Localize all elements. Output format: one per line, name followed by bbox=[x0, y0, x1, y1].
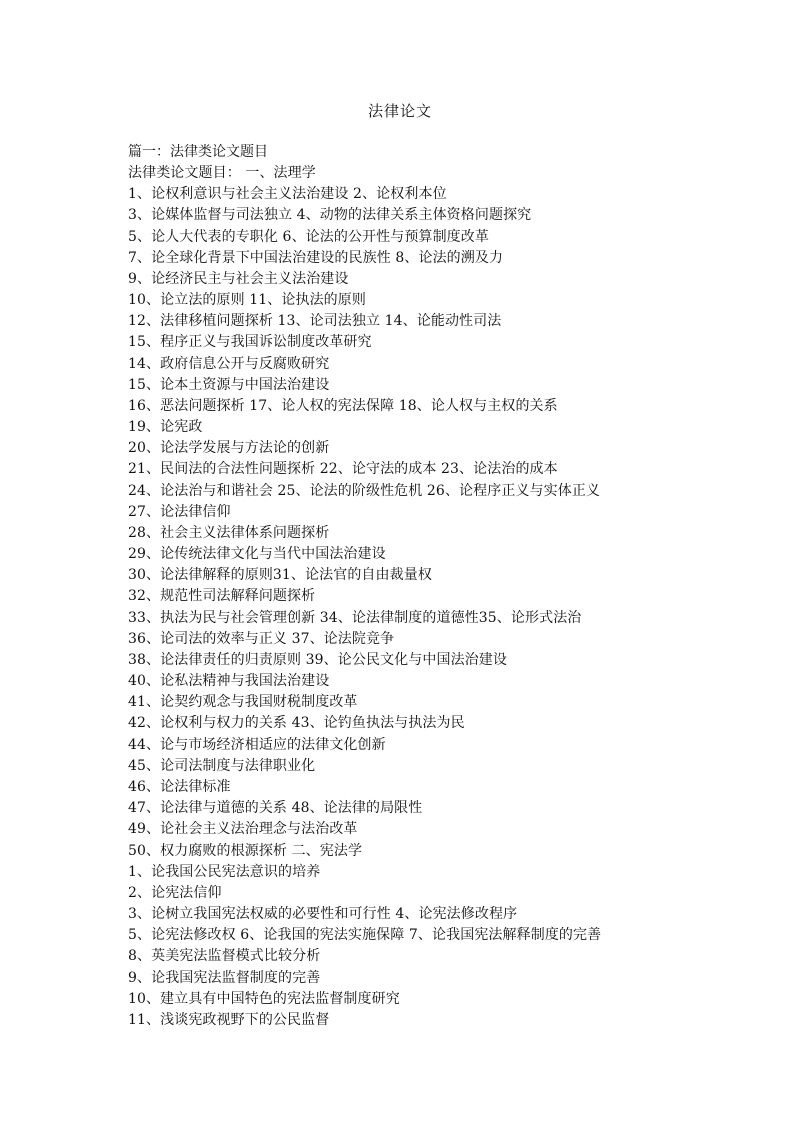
topic-line: 21、民间法的合法性问题探析 22、论守法的成本 23、论法治的成本 bbox=[128, 461, 558, 478]
topic-line: 36、论司法的效率与正义 37、论法院竞争 bbox=[128, 630, 395, 647]
topic-line: 5、论人大代表的专职化 6、论法的公开性与预算制度改革 bbox=[128, 228, 489, 245]
topic-line: 45、论司法制度与法律职业化 bbox=[128, 757, 316, 774]
topic-line: 19、论宪政 bbox=[128, 419, 203, 436]
topic-line: 2、论宪法信仰 bbox=[128, 884, 222, 901]
topic-line: 40、论私法精神与我国法治建设 bbox=[128, 673, 330, 690]
document-title: 法律论文 bbox=[367, 102, 432, 120]
topic-line: 1、论权利意识与社会主义法治建设 2、论权利本位 bbox=[128, 186, 447, 203]
topic-line: 42、论权利与权力的关系 43、论钓鱼执法与执法为民 bbox=[128, 715, 465, 732]
topic-line: 1、论我国公民宪法意识的培养 bbox=[128, 863, 321, 880]
topic-line: 46、论法律标准 bbox=[128, 778, 231, 795]
topic-line: 12、法律移植问题探析 13、论司法独立 14、论能动性司法 bbox=[128, 313, 502, 330]
topic-line: 47、论法律与道德的关系 48、论法律的局限性 bbox=[128, 800, 423, 817]
topic-line: 11、浅谈宪政视野下的公民监督 bbox=[128, 1011, 330, 1028]
topic-line: 16、恶法问题探析 17、论人权的宪法保障 18、论人权与主权的关系 bbox=[128, 397, 558, 414]
topic-line: 法律类论文题目： 一、法理学 bbox=[128, 165, 316, 181]
topic-line: 5、论宪法修改权 6、论我国的宪法实施保障 7、论我国宪法解释制度的完善 bbox=[128, 927, 602, 944]
topic-line: 28、社会主义法律体系问题探析 bbox=[128, 524, 330, 541]
topic-line: 10、论立法的原则 11、论执法的原则 bbox=[128, 292, 366, 309]
topic-line: 27、论法律信仰 bbox=[128, 503, 231, 520]
topic-line: 32、规范性司法解释问题探析 bbox=[128, 588, 316, 605]
topic-line: 49、论社会主义法治理念与法治改革 bbox=[128, 821, 358, 838]
topic-line: 7、论全球化背景下中国法治建设的民族性 8、论法的溯及力 bbox=[128, 249, 504, 266]
topic-line: 3、论媒体监督与司法独立 4、动物的法律关系主体资格问题探究 bbox=[128, 207, 532, 224]
topic-line: 15、论本土资源与中国法治建设 bbox=[128, 376, 330, 393]
topic-line: 38、论法律责任的归责原则 39、论公民文化与中国法治建设 bbox=[128, 651, 507, 668]
topic-line: 9、论我国宪法监督制度的完善 bbox=[128, 969, 321, 986]
topic-line: 3、论树立我国宪法权威的必要性和可行性 4、论宪法修改程序 bbox=[128, 906, 518, 923]
topic-line: 29、论传统法律文化与当代中国法治建设 bbox=[128, 546, 386, 563]
topic-line: 15、程序正义与我国诉讼制度改革研究 bbox=[128, 334, 372, 351]
topic-line: 50、权力腐败的根源探析 二、宪法学 bbox=[128, 842, 363, 859]
topic-line: 20、论法学发展与方法论的创新 bbox=[128, 440, 330, 457]
topic-line: 9、论经济民主与社会主义法治建设 bbox=[128, 270, 349, 287]
topic-line: 14、政府信息公开与反腐败研究 bbox=[128, 355, 330, 372]
topic-line: 8、英美宪法监督模式比较分析 bbox=[128, 948, 321, 965]
topic-list bbox=[128, 163, 778, 1031]
topic-line: 41、论契约观念与我国财税制度改革 bbox=[128, 694, 358, 711]
topic-line: 30、论法律解释的原则31、论法官的自由裁量权 bbox=[128, 567, 432, 584]
topic-line: 10、建立具有中国特色的宪法监督制度研究 bbox=[128, 990, 400, 1007]
section-heading: 篇一：法律类论文题目 bbox=[128, 144, 268, 160]
topic-line: 24、论法治与和谐社会 25、论法的阶级性危机 26、论程序正义与实体正义 bbox=[128, 482, 601, 499]
topic-line: 33、执法为民与社会管理创新 34、论法律制度的道德性35、论形式法治 bbox=[128, 609, 582, 626]
topic-line: 44、论与市场经济相适应的法律文化创新 bbox=[128, 736, 386, 753]
